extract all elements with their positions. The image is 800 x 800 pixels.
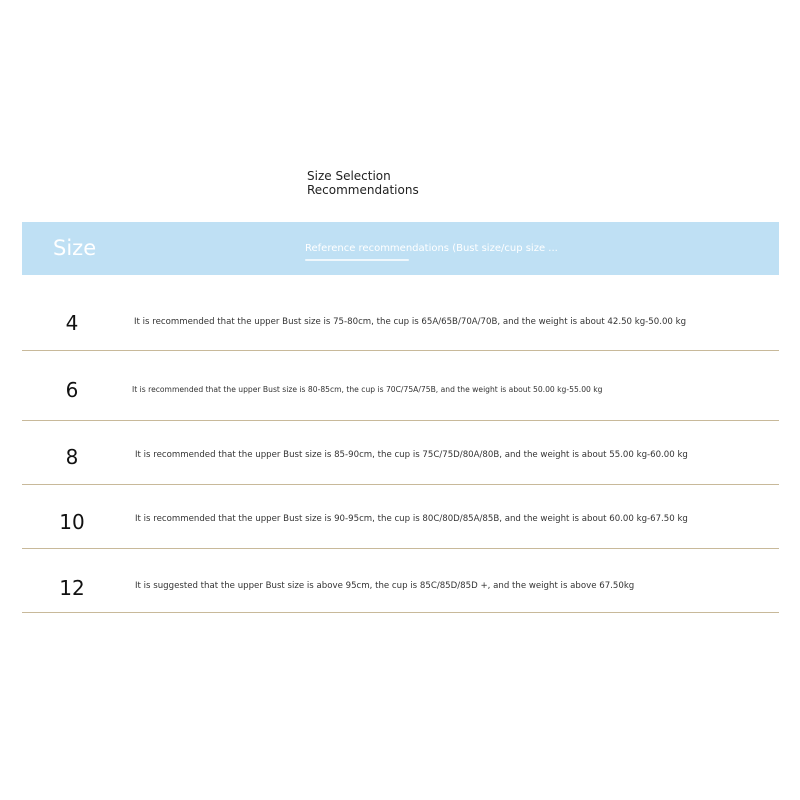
page-title: Size Selection Recommendations	[307, 169, 419, 197]
size-recommendation: It is recommended that the upper Bust size is 80-85cm, the cup is 70C/75A/75B, and the weight is about 50.00 kg-55.00 kg	[132, 385, 603, 394]
size-value: 6	[65, 378, 79, 402]
table-row	[22, 286, 779, 351]
table-row	[22, 485, 779, 549]
size-value: 10	[59, 510, 85, 534]
table-header	[22, 222, 779, 275]
size-value: 8	[65, 445, 79, 469]
table-row	[22, 351, 779, 421]
size-recommendation: It is recommended that the upper Bust size is 75-80cm, the cup is 65A/65B/70A/70B, and the weight is about 42.50 kg-50.00 kg	[134, 317, 687, 327]
size-column-header: Size	[53, 236, 97, 260]
size-value: 12	[59, 576, 85, 600]
size-recommendation: It is recommended that the upper Bust size is 90-95cm, the cup is 80C/80D/85A/85B, and the weight is about 60.00 kg-67.50 kg	[135, 514, 688, 524]
reference-header-overflow-line	[305, 258, 409, 261]
size-recommendation: It is recommended that the upper Bust size is 85-90cm, the cup is 75C/75D/80A/80B, and the weight is about 55.00 kg-60.00 kg	[135, 450, 688, 460]
table-row	[22, 421, 779, 485]
reference-column-header: Reference recommendations (Bust size/cup size ...	[305, 243, 558, 254]
size-recommendation: It is suggested that the upper Bust size is above 95cm, the cup is 85C/85D/85D +, and the weight is above 67.50kg	[135, 581, 635, 591]
size-table	[22, 286, 779, 613]
table-row	[22, 549, 779, 613]
size-value: 4	[65, 311, 79, 335]
